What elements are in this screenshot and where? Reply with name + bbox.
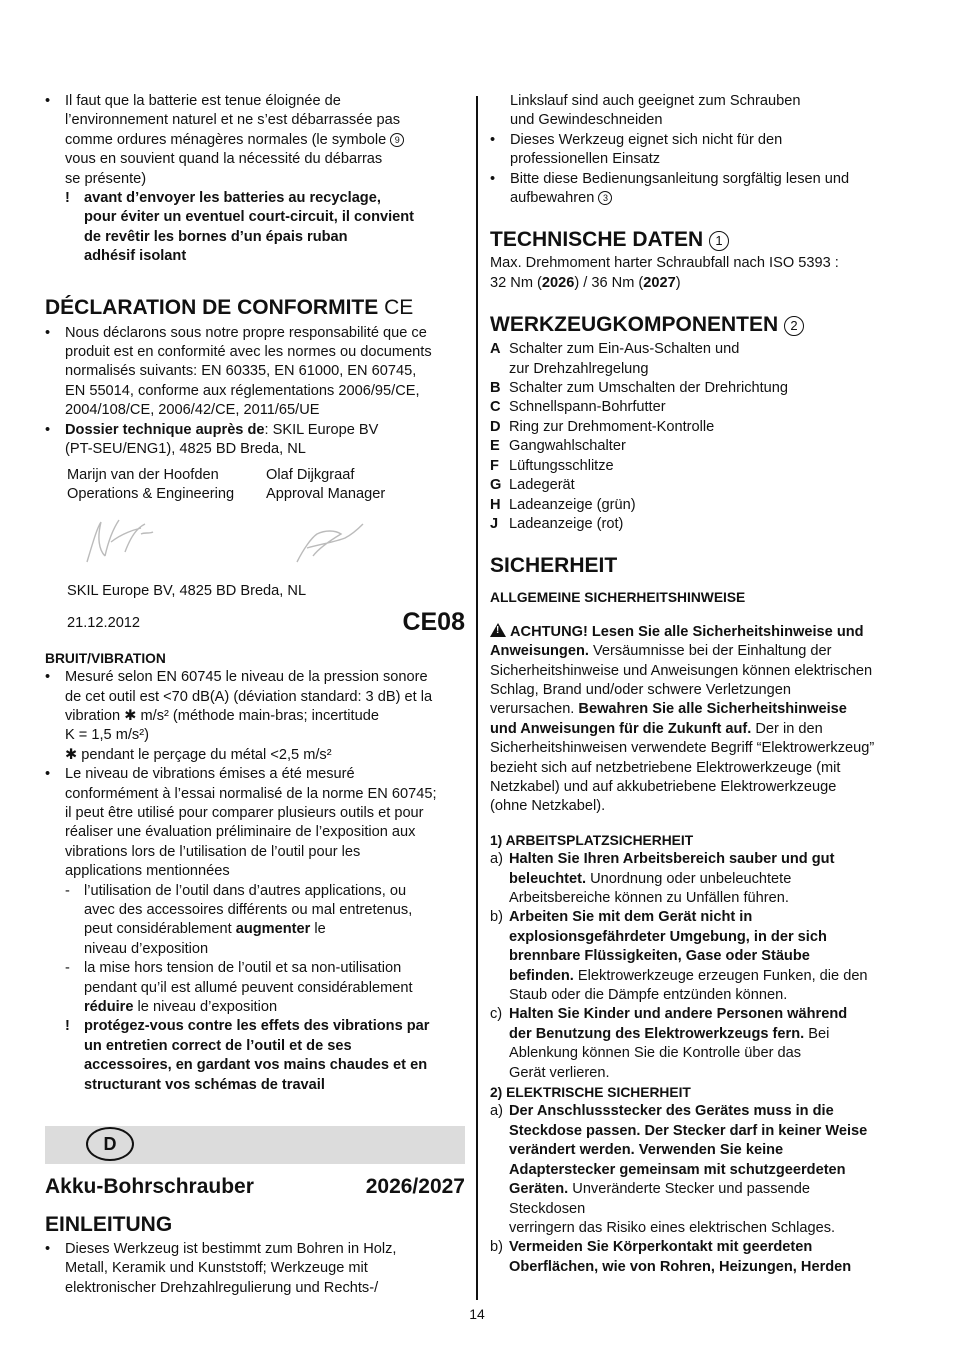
battery-bullet: • Il faut que la batterie est tenue éloignée de l’environnement naturel et ne s’est débarrassée pas comme ordures ménagères normales (le symbole 9 vous en souvient quand la nécessité du débarras se présente) bbox=[45, 92, 465, 189]
signer1-role: Operations & Engineering bbox=[67, 485, 235, 502]
intro-continued: Linkslauf sind auch geeignet zum Schrauben und Gewindeschneiden bbox=[510, 93, 801, 129]
component-item: B Schalter zum Umschalten der Drehrichtung bbox=[490, 380, 789, 397]
signature-images bbox=[45, 504, 465, 574]
right-column: Linkslauf sind auch geeignet zum Schrauben und Gewindeschneiden • Dieses Werkzeug eignet sich nicht für den professionellen Einsatz • Bitte diese Bedienungsanleitung sorgfältig lesen und aufbewahren 3 TECHNISCHE DATEN 1 Max. Drehmoment harter Schraubfall nach ISO 5393 : 32 Nm (2026) / 36 Nm (2027) WERKZEUGKOMPONENTEN 2 A Schalter zum Ein-Aus-Schalten und zur Drehzahlregelung B Schalter zum Umschalten der Drehrichtung C Schnellspann-Bohrfutter D Ring zur Drehmoment-Kontrolle E Gangwahlschalter F Lüftungsschlitze G Ladegerät H Ladeanzeige (grün) J Ladeanzeige (rot) SICHERHEIT ALLGEMEINE SICHERHEITSHINWEISE ! ACHTUNG! Lesen Sie alle Sicherheitshinweise und Anweisungen. Versäumnisse bei der Einhaltung der Sicherheitshinweise und Anweisungen können elektrischen Schlag, Brand und/oder schwere Verletzungen verursachen. Bewahren Sie alle Sicherheitshinweise und Anweisungen für die Zukunft auf. Der in den Sicherheitshinweisen verwendete Begriff “Elektrowerkzeug” bezieht sich auf netzbetriebene Elektrowerkzeuge (mit Netzkabel) und auf akkubetriebene Elektrowerkzeuge (ohne Netzkabel). 1) ARBEITSPLATZSICHERHEIT a) Halten Sie Ihren Arbeitsbereich sauber und gut beleuchtet. Unordnung oder unbeleuchtete Arbeitsbereiche können zu Unfällen führen. b) Arbeiten Sie mit dem Gerät nicht in explosionsgefährdeter Umgebung, in der sich brennbare Flüssigkeiten, Gase oder Stäube befinden. Elektrowerkzeuge erzeugen Funken, die den Staub oder die Dämpfe entzünden können. c) Halten Sie Kinder und andere Personen während der Benutzung des Elektrowerkzeugs fern. Bei Ablenkung können Sie die Kontrolle über das Gerät verlieren. 2) ELEKTRISCHE SICHERHEIT a) Der Anschlussstecker des Gerätes muss in die Steckdose passen. Der Stecker darf in keiner Weise verändert werden. Verwenden Sie keine Adapterstecker gemeinsam mit schutzgeerdeten Geräten. Unveränderte Stecker und passende Steckdosen verringern das Risiko eines elektrischen Schlages. b) Vermeiden Sie Körperkontakt mit geerdeten Oberflächen, wie von Rohren, Heizungen, Herden bbox=[490, 92, 910, 1277]
signatures bbox=[45, 504, 465, 574]
component-item: A Schalter zum Ein-Aus-Schalten und zur Drehzahlregelung bbox=[490, 341, 740, 377]
intro-heading: EINLEITUNG bbox=[45, 1213, 173, 1237]
workplace-item-c: c) Halten Sie Kinder und andere Personen während der Benutzung des Elektrowerkzeugs fern. Bei Ablenkung können Sie die Kontrolle über das Gerät verlieren. bbox=[490, 1006, 848, 1081]
signer2-role: Approval Manager bbox=[266, 485, 386, 502]
electrical-item-a: a) Der Anschlussstecker des Gerätes muss in die Steckdose passen. Der Stecker darf in keiner Weise verändert werden. Verwenden Sie keine Adapterstecker gemeinsam mit schutzgeerdeten Geräten. Unveränderte Stecker und passende Steckdosen verringern das Risiko eines elektrischen Schlages. bbox=[490, 1103, 868, 1236]
components-heading: WERKZEUGKOMPONENTEN 2 bbox=[490, 311, 910, 339]
symbol-9-icon: 9 bbox=[390, 133, 404, 147]
workplace-item-b: b) Arbeiten Sie mit dem Gerät nicht in explosionsgefährdeter Umgebung, in der sich brennbare Flüssigkeiten, Gase oder Stäube befinden. Elektrowerkzeuge erzeugen Funken, die den Staub oder die Dämpfe entzünden können. bbox=[490, 909, 868, 1004]
electrical-item-b: b) Vermeiden Sie Körperkontakt mit geerdeten Oberflächen, wie von Rohren, Heizungen, Herden bbox=[490, 1239, 852, 1275]
component-item: D Ring zur Drehmoment-Kontrolle bbox=[490, 418, 715, 435]
signer1-name: Marijn van der Hoofden bbox=[67, 466, 219, 483]
noise-heading: BRUIT/VIBRATION bbox=[45, 650, 166, 666]
conformity-heading: DÉCLARATION DE CONFORMITE CE bbox=[45, 295, 414, 319]
symbol-3-icon: 3 bbox=[598, 191, 612, 205]
safety-heading: SICHERHEIT bbox=[490, 554, 618, 578]
general-safety-heading: ALLGEMEINE SICHERHEITSHINWEISE bbox=[490, 590, 746, 606]
column-divider bbox=[476, 96, 478, 1300]
company-address: SKIL Europe BV, 4825 BD Breda, NL bbox=[67, 583, 307, 600]
product-model: 2026/2027 bbox=[365, 1175, 465, 1199]
declaration-date: 21.12.2012 bbox=[67, 614, 141, 631]
component-item: F Lüftungsschlitze bbox=[490, 457, 614, 474]
noise-bullet-2: • Le niveau de vibrations émises a été mesuré conformément à l’essai normalisé de la norme EN 60745; il peut être utilisé pour comparer plusieurs outils et pour réaliser une évaluation préliminaire de l’exposition aux vibrations lors de l’utilisation de l’outil pour les applications mentionnées bbox=[45, 765, 465, 881]
components-list bbox=[490, 340, 910, 534]
symbol-2-icon: 2 bbox=[784, 316, 804, 336]
intro-bullet: • Dieses Werkzeug ist bestimmt zum Bohren in Holz, Metall, Keramik und Kunststoff; Werkzeuge mit elektronischer Drehzahlregulierung und Rechts-/ bbox=[45, 1240, 465, 1298]
language-band bbox=[45, 1126, 465, 1164]
dash-item-1: - l’utilisation de l’outil dans d’autres applications, ou avec des accessoires différents ou mal entretenus, peut considérablement augmenter le niveau d’exposition bbox=[45, 882, 465, 960]
electrical-safety-heading: 2) ELEKTRISCHE SICHERHEIT bbox=[490, 1085, 691, 1101]
component-item: C Schnellspann-Bohrfutter bbox=[490, 399, 666, 416]
warning-triangle-icon: ! bbox=[490, 623, 506, 637]
component-item: J Ladeanzeige (rot) bbox=[490, 515, 624, 532]
bullet-professional: • Dieses Werkzeug eignet sich nicht für den professionellen Einsatz bbox=[490, 131, 910, 170]
battery-warning: ! avant d’envoyer les batteries au recyclage, pour éviter un eventuel court-circuit, il convient de revêtir les bornes d’un épais ruban adhésif isolant bbox=[45, 189, 465, 267]
product-title-row bbox=[45, 1173, 465, 1201]
dash-item-2: - la mise hors tension de l’outil et sa non-utilisation pendant qu’il est allumé peuvent considérablement réduire le niveau d’exposition bbox=[45, 959, 465, 1017]
noise-bullet-1: • Mesuré selon EN 60745 le niveau de la pression sonore de cet outil est <70 dB(A) (déviation standard: 3 dB) et la vibration ✱ m/s² (méthode main-bras; incertitude K = 1,5 m/s²) ✱ pendant le perçage du métal <2,5 m/s² bbox=[45, 668, 465, 765]
product-title: Akku-Bohrschrauber bbox=[45, 1175, 254, 1199]
component-item: H Ladeanzeige (grün) bbox=[490, 496, 636, 513]
conformity-bullet: • Nous déclarons sous notre propre responsabilité que ce produit est en conformité avec les normes ou documents normalisés suivants: EN 60335, EN 61000, EN 60745, EN 55014, conforme aux réglementations 2006/95/CE, 2004/108/CE, 2006/42/CE, 2011/65/UE bbox=[45, 324, 465, 421]
safety-warning-paragraph: ! ACHTUNG! Lesen Sie alle Sicherheitshinweise und Anweisungen. Versäumnisse bei der Einhaltung der Sicherheitshinweise und Anweisungen können elektrischen Schlag, Brand und/oder schwere Verletzungen verursachen. Bewahren Sie alle Sicherheitshinweise und Anweisungen für die Zukunft auf. Der in den Sicherheitshinweisen verwendete Begriff “Elektrowerkzeug” bezieht sich auf netzbetriebene Elektrowerkzeuge (mit Netzkabel) und auf akkubetriebene Elektrowerkzeuge (ohne Netzkabel). bbox=[490, 623, 875, 815]
workplace-item-a: a) Halten Sie Ihren Arbeitsbereich sauber und gut beleuchtet. Unordnung oder unbeleuchtete Arbeitsbereiche können zu Unfällen führen. bbox=[490, 851, 835, 906]
signers bbox=[45, 466, 465, 505]
left-column bbox=[45, 92, 465, 1298]
ce-mark: CE bbox=[384, 295, 414, 319]
language-badge: D bbox=[86, 1127, 134, 1161]
tech-torque: 32 Nm (2026) / 36 Nm (2027) bbox=[490, 274, 681, 291]
vibration-warning: ! protégez-vous contre les effets des vibrations par un entretien correct de l’outil et de ses accessoires, en gardant vos mains chaudes et en structurant vos schémas de travail bbox=[45, 1017, 465, 1095]
page-number: 14 bbox=[469, 1306, 485, 1322]
component-item: G Ladegerät bbox=[490, 477, 575, 494]
tech-heading: TECHNISCHE DATEN 1 bbox=[490, 226, 910, 254]
symbol-1-icon: 1 bbox=[709, 231, 729, 251]
signer2-name: Olaf Dijkgraaf bbox=[266, 466, 355, 483]
dossier-bullet: • Dossier technique auprès de: SKIL Europe BV (PT-SEU/ENG1), 4825 BD Breda, NL bbox=[45, 421, 465, 460]
component-item: E Gangwahlschalter bbox=[490, 438, 626, 455]
ce-year-mark: CE08 bbox=[402, 607, 465, 636]
workplace-safety-heading: 1) ARBEITSPLATZSICHERHEIT bbox=[490, 832, 694, 848]
bullet-read: • Bitte diese Bedienungsanleitung sorgfältig lesen und aufbewahren 3 bbox=[490, 170, 910, 209]
